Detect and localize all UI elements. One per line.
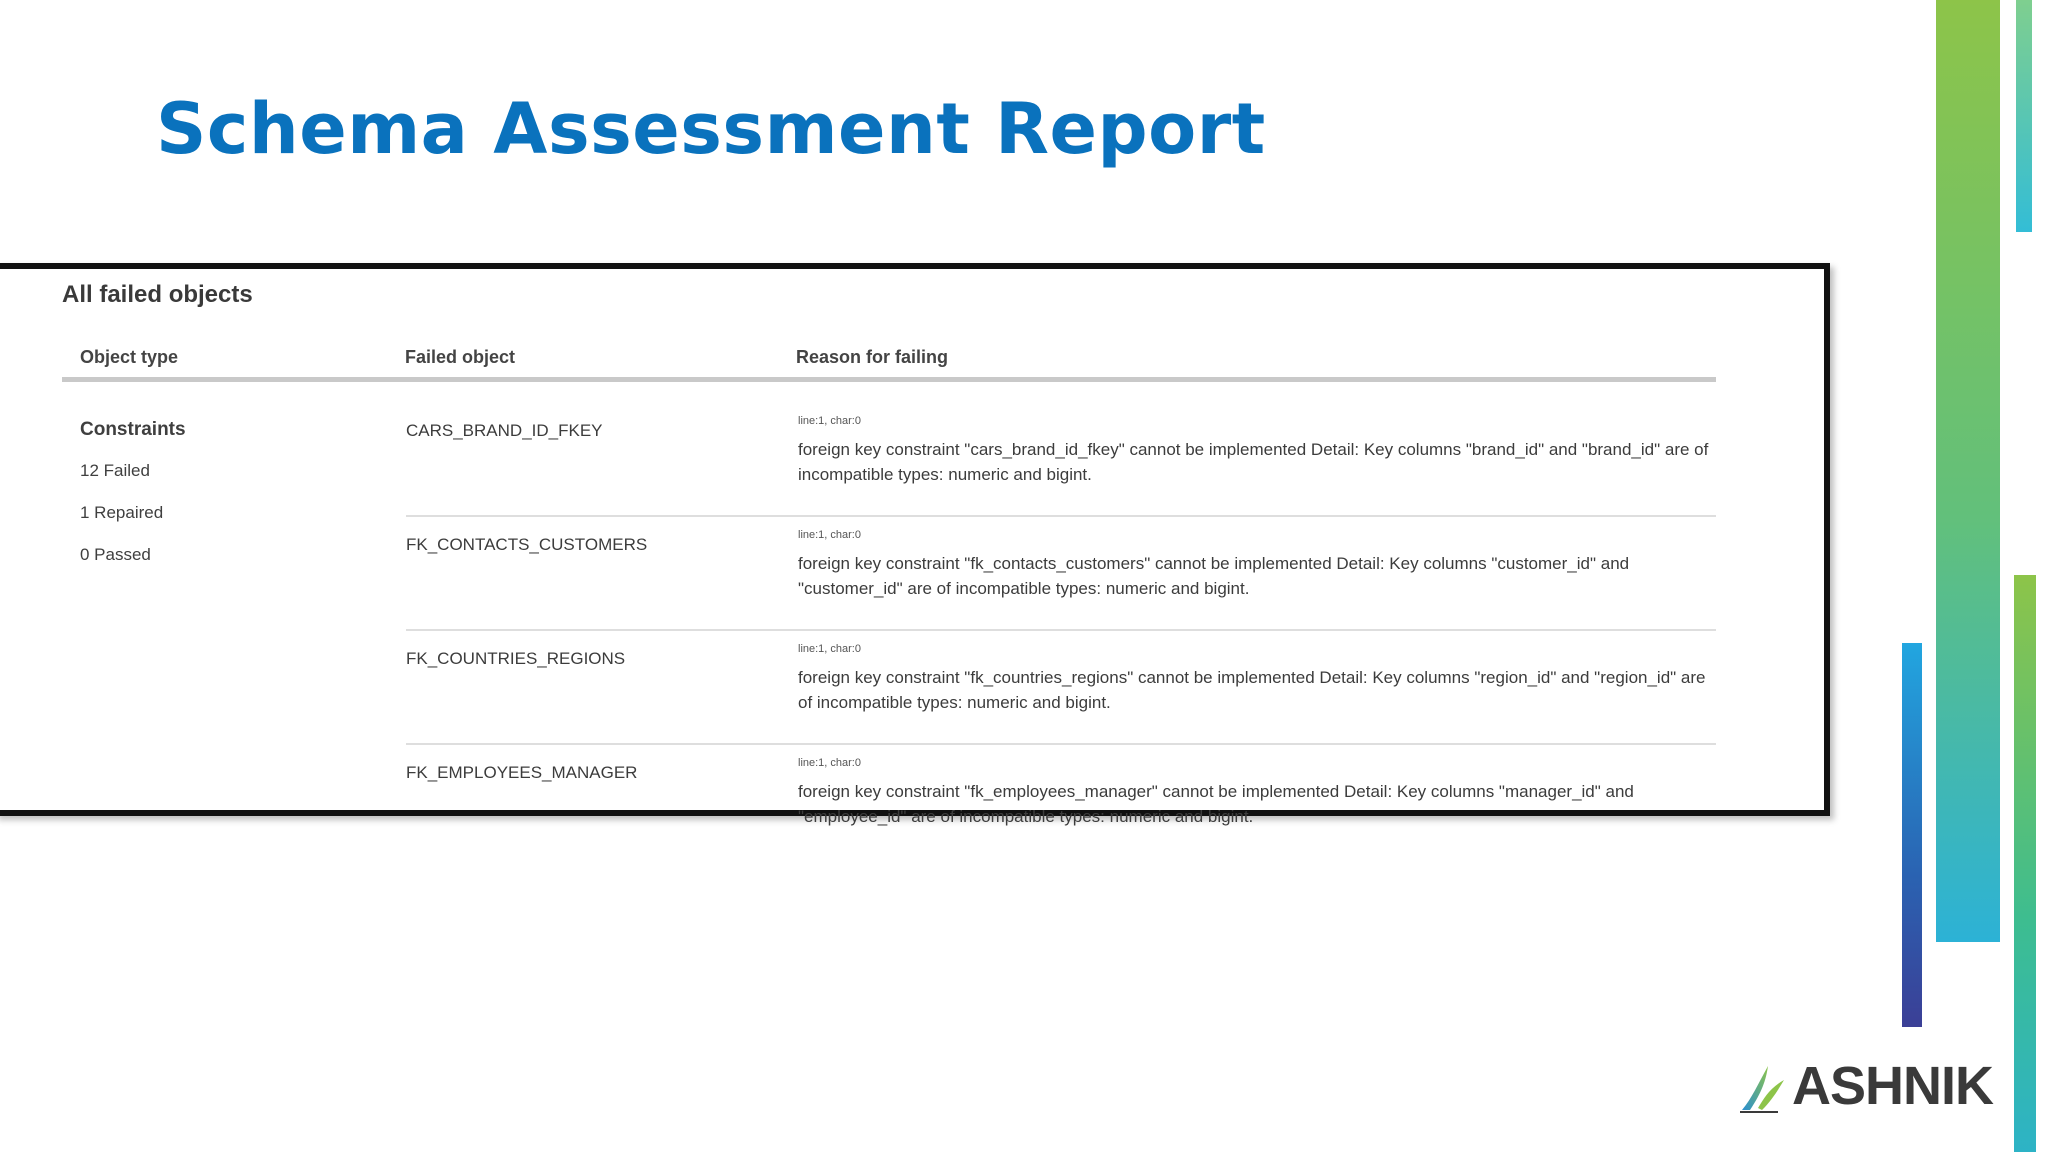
accent-bar-green-right [2014, 575, 2036, 1152]
panel-heading: All failed objects [62, 281, 253, 308]
failure-reason: foreign key constraint "fk_employees_manager" cannot be implemented Detail: Key columns "manager_id" and "employee_id" are of incompatible types: numeric and bigint. [798, 782, 1634, 826]
failed-row[interactable] [406, 631, 1716, 745]
logo-text: ASHNIK [1792, 1056, 1994, 1116]
error-position: line:1, char:0 [798, 529, 861, 541]
error-position: line:1, char:0 [798, 415, 861, 427]
repaired-count: 1 Repaired [80, 503, 164, 522]
column-header-failed-object[interactable]: Failed object [405, 347, 516, 367]
error-position: line:1, char:0 [798, 757, 861, 769]
header-divider [62, 377, 1716, 382]
object-type-summary [80, 419, 186, 587]
accent-bar-teal [2016, 0, 2032, 232]
failed-object-name[interactable]: FK_EMPLOYEES_MANAGER [406, 763, 638, 782]
object-type-label[interactable]: Constraints [80, 419, 186, 440]
failed-objects-panel [0, 263, 1830, 826]
failed-count: 12 Failed [80, 461, 150, 480]
passed-count: 0 Passed [80, 545, 151, 564]
failed-object-name[interactable]: CARS_BRAND_ID_FKEY [406, 421, 603, 440]
failure-reason: foreign key constraint "cars_brand_id_fkey" cannot be implemented Detail: Key columns "brand_id" and "brand_id" are of incompatible types: numeric and bigint. [798, 440, 1709, 484]
failed-row[interactable] [406, 745, 1716, 859]
ashnik-logo [1738, 1058, 1993, 1114]
column-header-object-type[interactable]: Object type [80, 347, 179, 367]
failure-reason: foreign key constraint "fk_contacts_customers" cannot be implemented Detail: Key columns "customer_id" and "customer_id" are of incompatible types: numeric and bigint. [798, 554, 1630, 598]
failed-object-name[interactable]: FK_COUNTRIES_REGIONS [406, 649, 626, 668]
ashnik-leaf-icon [1738, 1058, 1788, 1114]
slide-title: Schema Assessment Report [156, 88, 1266, 170]
failed-row[interactable] [406, 517, 1716, 631]
accent-bar-blue [1902, 643, 1922, 1027]
failed-row[interactable] [406, 403, 1716, 517]
failure-reason: foreign key constraint "fk_countries_regions" cannot be implemented Detail: Key columns "region_id" and "region_id" are of incompatible types: numeric and bigint. [798, 668, 1706, 712]
column-header-reason[interactable]: Reason for failing [796, 347, 949, 367]
failed-object-name[interactable]: FK_CONTACTS_CUSTOMERS [406, 535, 648, 554]
accent-bar-green [1936, 0, 2000, 942]
error-position: line:1, char:0 [798, 643, 861, 655]
